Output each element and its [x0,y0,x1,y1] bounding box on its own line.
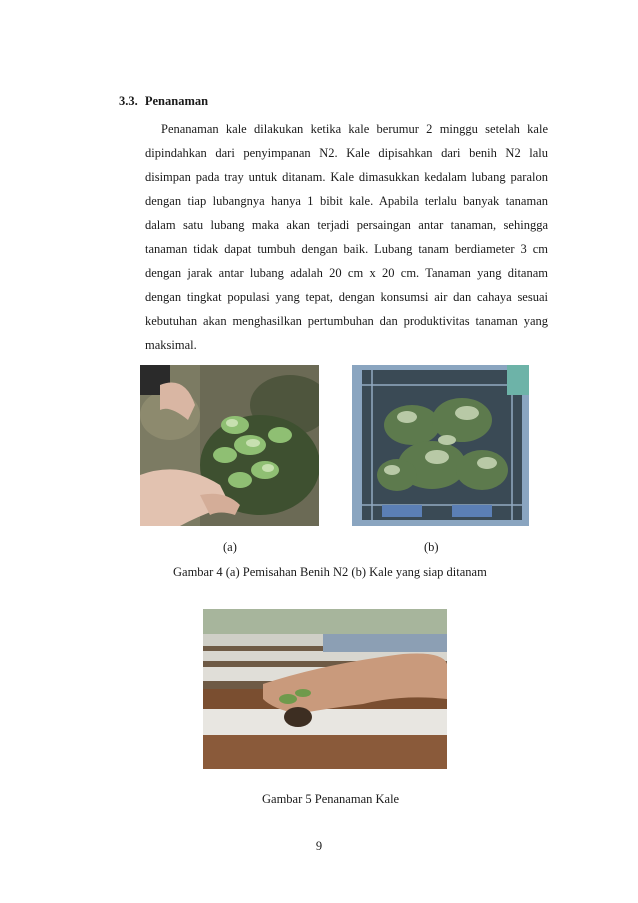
figure-5-photo [203,609,447,769]
figure-4b-label: (b) [424,540,439,554]
paragraph-line: dengan tiap lubangnya hanya 1 bibit kale. Apabila terlalu banyak tanaman [145,194,548,208]
paragraph-line: disimpan pada tray untuk ditanam. Kale dimasukkan kedalam lubang paralon [145,170,548,184]
figure-5-caption: Gambar 5 Penanaman Kale [262,792,400,806]
figure-4b-photo [352,365,529,526]
paragraph-line: dipindahkan dari penyimpanan N2. Kale dipisahkan dari benih N2 lalu [145,146,548,160]
section-number: 3.3. [119,94,138,108]
paragraph-line: tanaman tidak dapat tumbuh dengan baik. Lubang tanam berdiameter 3 cm [145,242,548,256]
page-number: 9 [315,839,323,853]
paragraph-line: dengan tingkat populasi yang tepat, dengan konsumsi air dan cahaya sesuai [145,290,548,304]
figure-4-caption: Gambar 4 (a) Pemisahan Benih N2 (b) Kale yang siap ditanam [173,565,487,579]
paragraph-line: dalam satu lubang maka akan terjadi persaingan antar tanaman, sehingga [145,218,548,232]
figure-4a-label: (a) [223,540,237,554]
paragraph-line: maksimal. [145,338,197,352]
paragraph-line: dengan jarak antar lubang adalah 20 cm x 20 cm. Tanaman yang ditanam [145,266,548,280]
figure-4a-photo [140,365,319,526]
section-title: Penanaman [144,94,209,108]
section-heading [119,94,208,109]
paragraph-line: Penanaman kale dilakukan ketika kale berumur 2 minggu setelah kale [161,122,548,136]
paragraph-line: kebutuhan akan menghasilkan pertumbuhan dan produktivitas tanaman yang [145,314,548,328]
